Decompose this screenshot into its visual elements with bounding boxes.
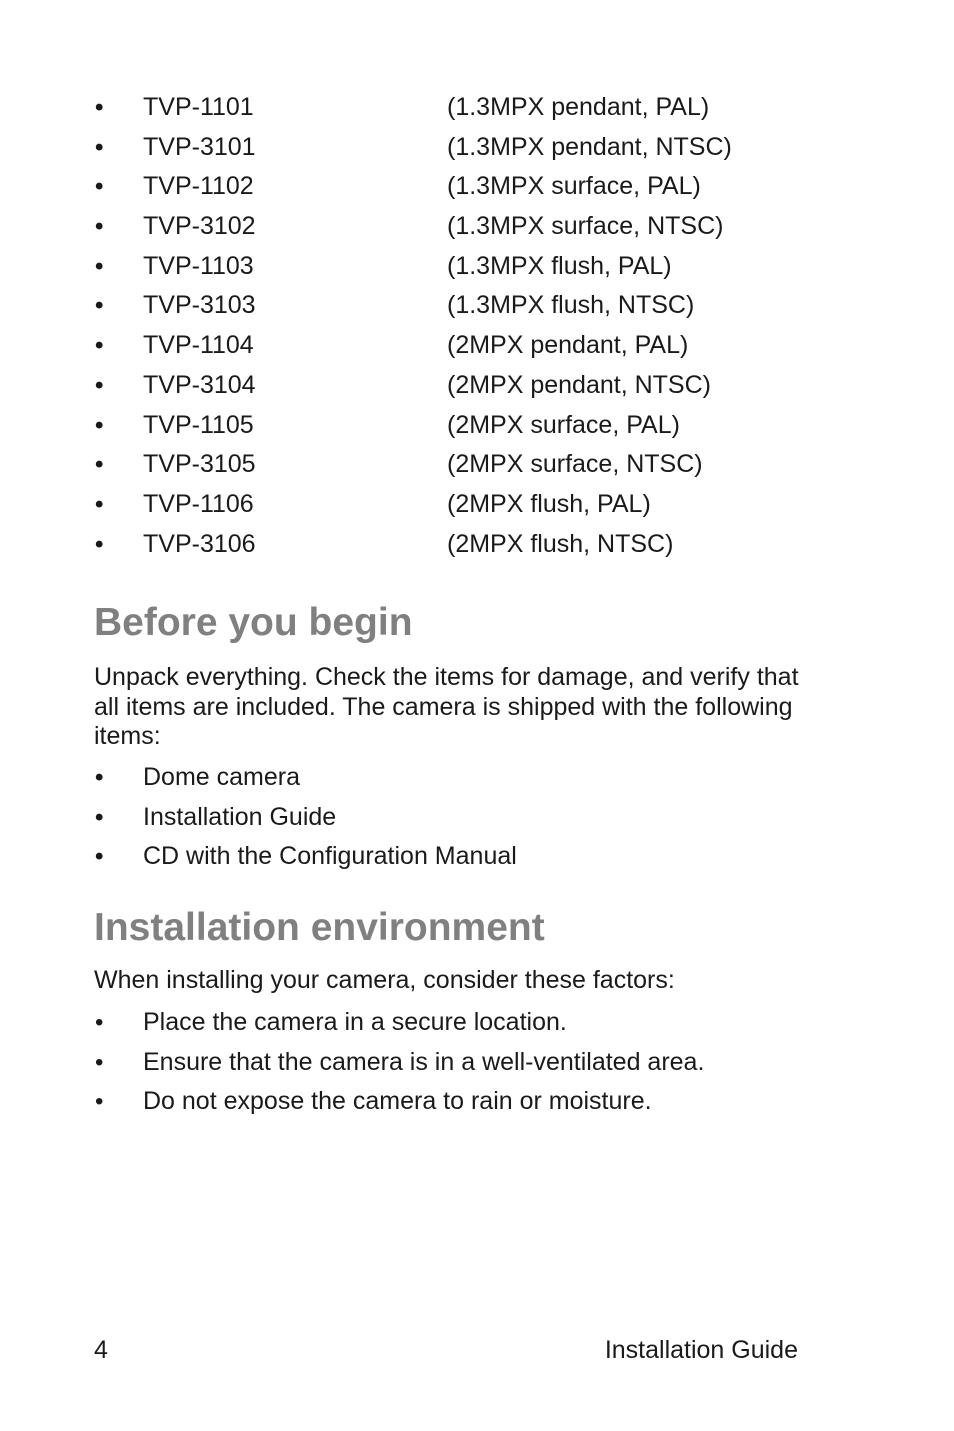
- model-code: TVP-1102: [143, 172, 254, 201]
- included-items-list: [94, 758, 814, 877]
- footer-doc-title: Installation Guide: [604, 1336, 798, 1364]
- bullet: •: [95, 371, 104, 399]
- model-code: TVP-3103: [143, 291, 256, 320]
- list-item-text: Installation Guide: [143, 802, 337, 831]
- bullet: •: [95, 133, 104, 161]
- model-code: TVP-3106: [143, 529, 256, 558]
- model-item: [94, 366, 814, 406]
- model-code: TVP-1106: [143, 489, 254, 518]
- list-item: [94, 1043, 814, 1083]
- environment-factors-list: [94, 1003, 814, 1122]
- model-description: (1.3MPX pendant, PAL): [447, 93, 710, 121]
- model-description: (1.3MPX flush, PAL): [447, 251, 672, 280]
- model-description: (2MPX surface, PAL): [447, 410, 680, 439]
- model-item: [94, 88, 814, 128]
- list-item-text: Do not expose the camera to rain or moisture.: [143, 1087, 652, 1116]
- list-item: [94, 758, 814, 798]
- bullet: •: [95, 451, 104, 479]
- bullet: •: [95, 252, 104, 280]
- bullet: •: [95, 1048, 104, 1076]
- model-item: [94, 128, 814, 168]
- list-item-text: Dome camera: [143, 763, 300, 791]
- bullet: •: [95, 764, 104, 791]
- model-item: [94, 445, 814, 485]
- bullet: •: [95, 213, 104, 241]
- model-description: (1.3MPX surface, NTSC): [447, 212, 724, 241]
- model-code: TVP-1104: [143, 331, 254, 360]
- model-description: (2MPX pendant, NTSC): [447, 370, 711, 399]
- model-code: TVP-1105: [143, 410, 254, 439]
- list-item-text: Ensure that the camera is in a well-ventilated area.: [143, 1047, 705, 1076]
- list-item-text: Place the camera in a secure location.: [143, 1008, 567, 1036]
- bullet: •: [95, 332, 104, 360]
- model-description: (1.3MPX pendant, NTSC): [447, 132, 732, 161]
- model-list: [94, 88, 814, 564]
- model-item: [94, 167, 814, 207]
- bullet: •: [95, 490, 104, 518]
- section-heading-before-you-begin: Before you begin: [94, 601, 413, 644]
- bullet: •: [95, 1088, 104, 1116]
- model-item: [94, 326, 814, 366]
- model-item: [94, 247, 814, 287]
- bullet: •: [95, 803, 104, 831]
- model-description: (2MPX flush, PAL): [447, 489, 651, 518]
- model-item: [94, 406, 814, 446]
- model-item: [94, 525, 814, 565]
- list-item: [94, 798, 814, 838]
- before-you-begin-paragraph: Unpack everything. Check the items for damage, and verify that all items are included. The camera is shipped with the following items:: [94, 663, 799, 750]
- model-description: (2MPX pendant, PAL): [447, 331, 689, 360]
- model-code: TVP-3101: [143, 132, 256, 161]
- bullet: •: [95, 292, 104, 320]
- bullet: •: [95, 530, 104, 558]
- model-code: TVP-1103: [143, 251, 254, 280]
- section-heading-installation-environment: Installation environment: [94, 906, 545, 949]
- bullet: •: [95, 411, 104, 439]
- model-item: [94, 207, 814, 247]
- model-code: TVP-1101: [143, 93, 254, 121]
- model-item: [94, 485, 814, 525]
- bullet: •: [95, 173, 104, 201]
- model-description: (2MPX surface, NTSC): [447, 450, 703, 479]
- page-number: 4: [94, 1336, 108, 1364]
- model-description: (1.3MPX flush, NTSC): [447, 291, 695, 320]
- model-description: (2MPX flush, NTSC): [447, 529, 674, 558]
- list-item-text: CD with the Configuration Manual: [143, 842, 517, 871]
- list-item: [94, 837, 814, 877]
- installation-environment-paragraph: When installing your camera, consider these factors:: [94, 966, 675, 994]
- bullet: •: [95, 1009, 104, 1036]
- model-item: [94, 286, 814, 326]
- model-description: (1.3MPX surface, PAL): [447, 172, 701, 201]
- model-code: TVP-3104: [143, 370, 256, 399]
- model-code: TVP-3105: [143, 450, 256, 479]
- list-item: [94, 1003, 814, 1043]
- model-code: TVP-3102: [143, 212, 256, 241]
- list-item: [94, 1082, 814, 1122]
- bullet: •: [95, 94, 104, 121]
- bullet: •: [95, 843, 104, 871]
